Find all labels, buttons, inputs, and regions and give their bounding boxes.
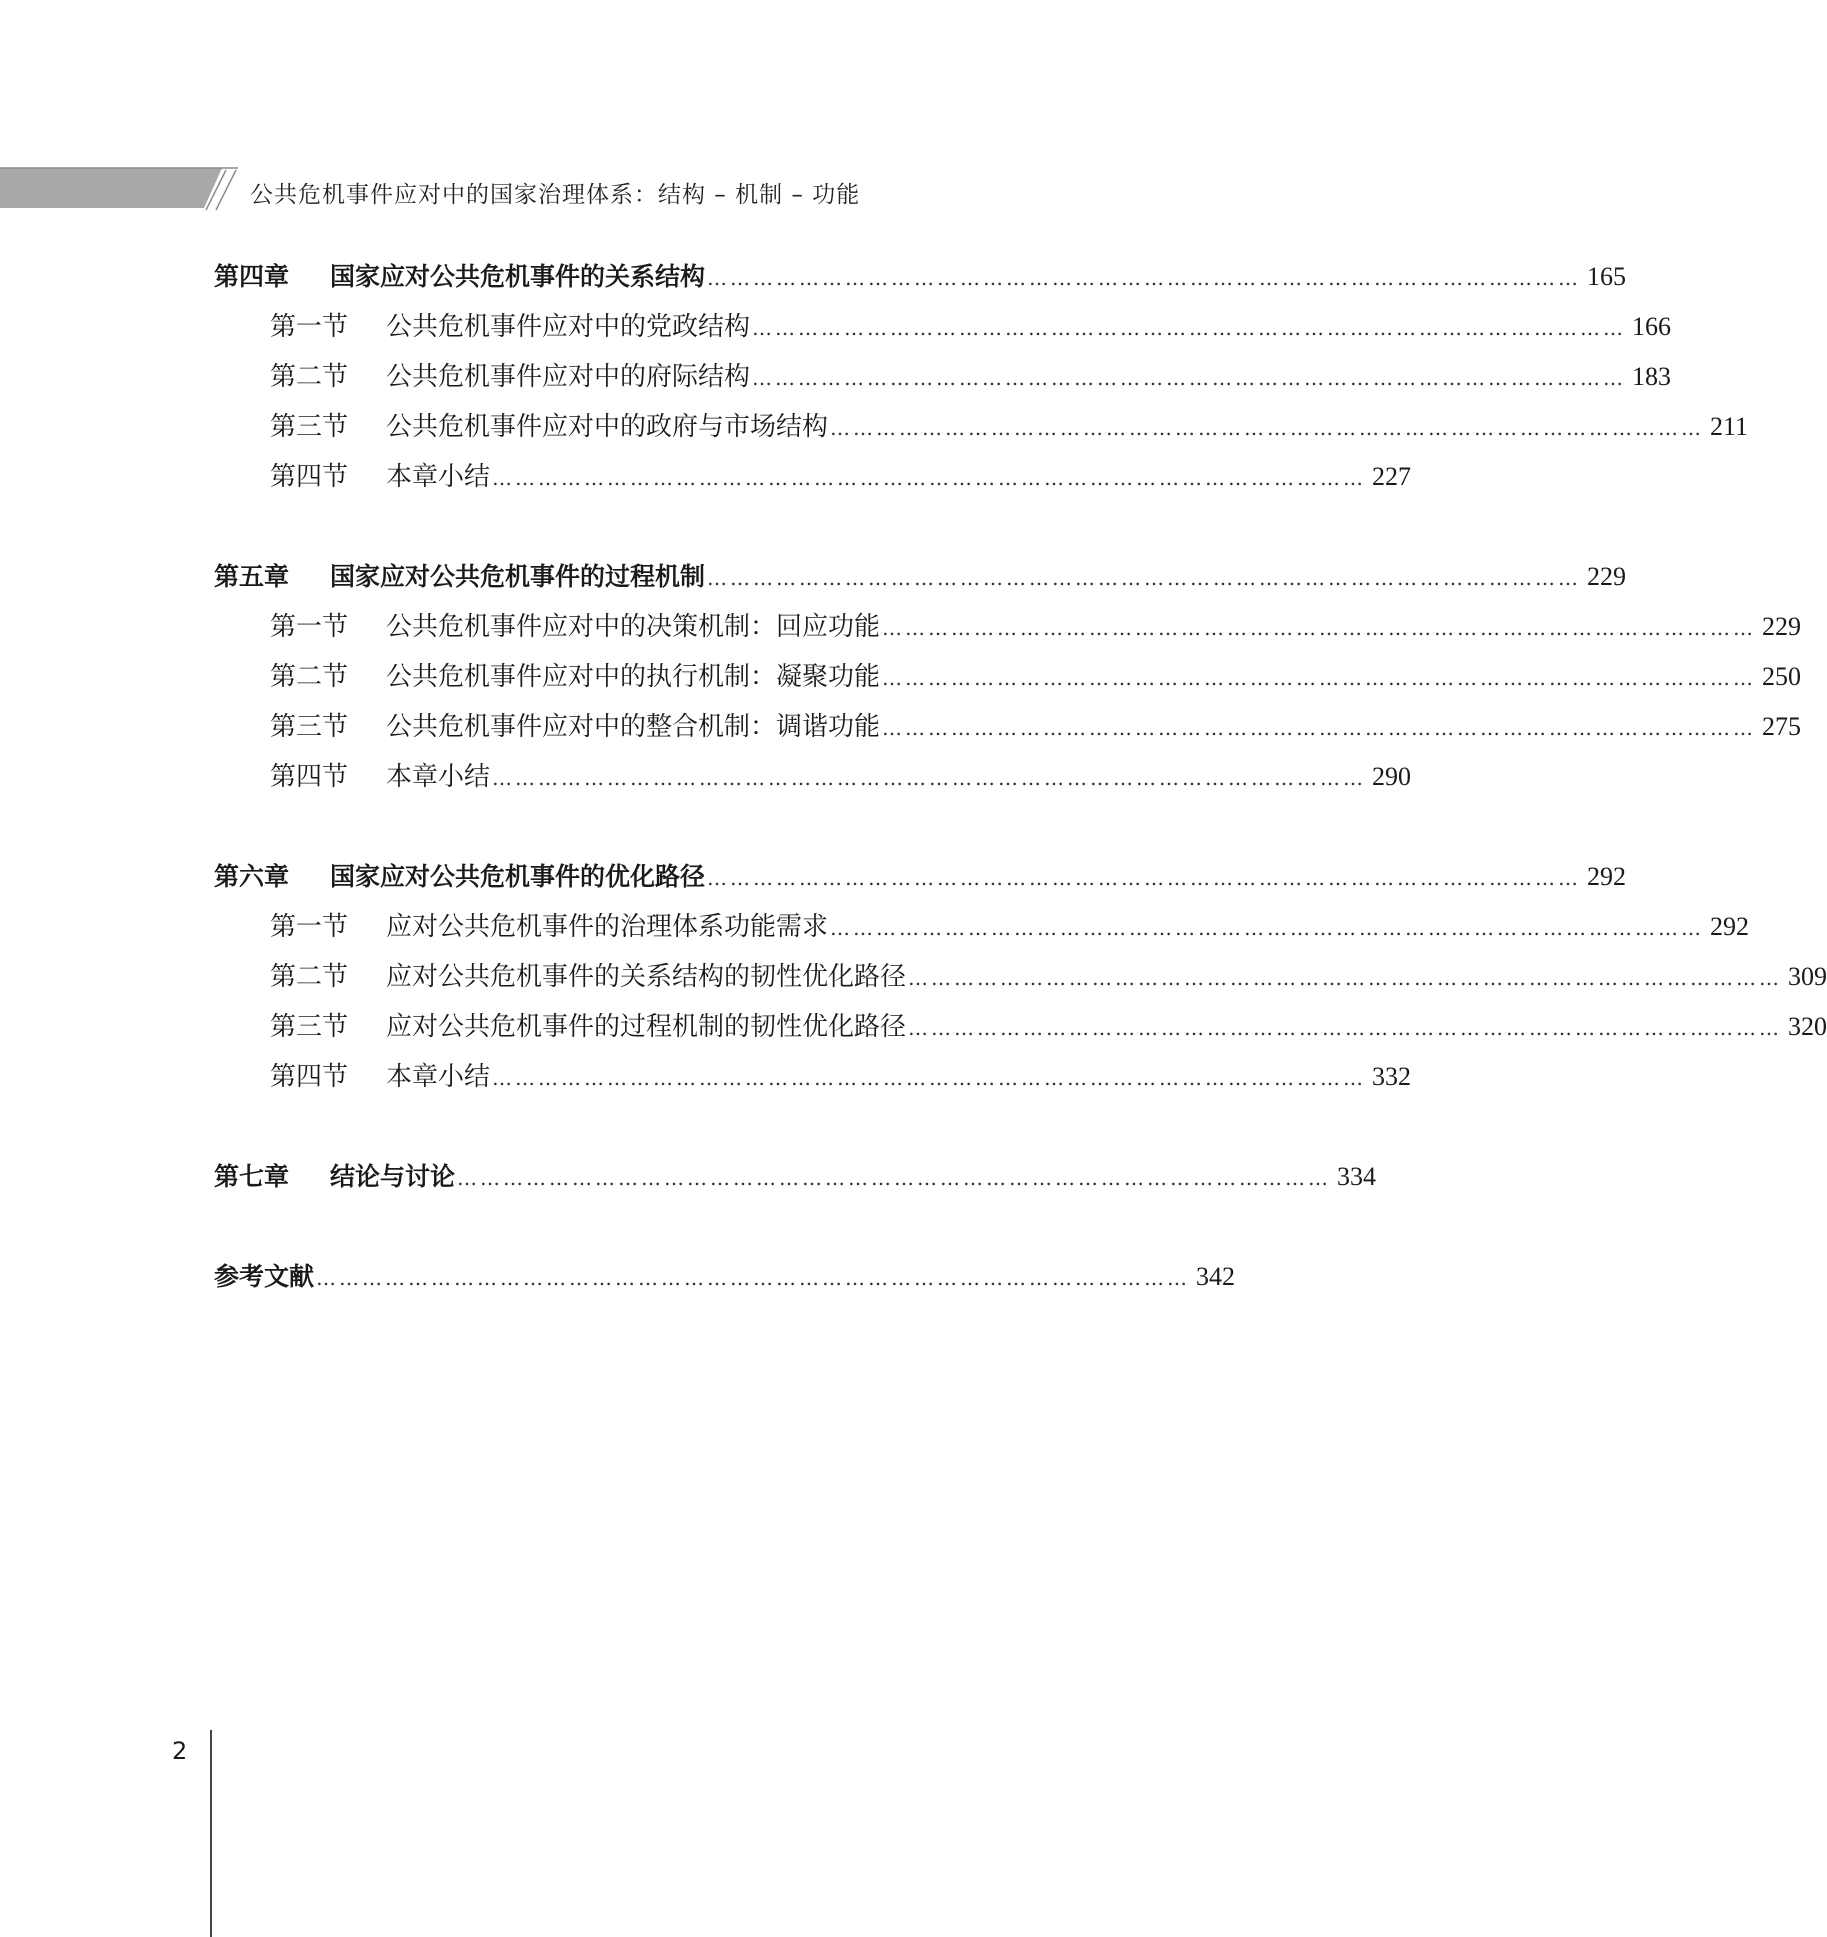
- entry-page: 183: [1632, 362, 1672, 391]
- entry-number: 第四章: [214, 262, 290, 291]
- entry-label: [270, 352, 750, 402]
- entry-page: 250: [1762, 662, 1802, 691]
- page-number: 2: [172, 1737, 188, 1765]
- dot-leader: ……………………………………………………………………………………………………: [882, 716, 1757, 740]
- entry-page: 275: [1762, 712, 1802, 741]
- entry-title: 公共危机事件应对中的执行机制：凝聚功能: [386, 662, 881, 692]
- toc-group: [214, 852, 1827, 1102]
- toc-section[interactable]: [214, 702, 1802, 752]
- toc-section[interactable]: [214, 302, 1672, 352]
- entry-title: 本章小结: [386, 462, 491, 492]
- entry-number: 第七章: [214, 1162, 290, 1191]
- entry-label: [270, 752, 490, 802]
- dot-leader: ……………………………………………………………………………………………………: [707, 866, 1582, 890]
- entry-page: 290: [1372, 762, 1412, 791]
- entry-page: 342: [1196, 1262, 1236, 1291]
- entry-label: [270, 402, 828, 452]
- entry-label: [270, 702, 880, 752]
- entry-title: 应对公共危机事件的关系结构的韧性优化路径: [386, 962, 907, 992]
- entry-number: 第二节: [270, 362, 349, 392]
- dot-leader: ……………………………………………………………………………………………………: [707, 566, 1582, 590]
- entry-label: [214, 1152, 455, 1202]
- entry-number: 第二节: [270, 662, 349, 692]
- toc-group: [214, 1252, 1236, 1302]
- entry-page: 320: [1788, 1012, 1827, 1041]
- toc-chapter[interactable]: [214, 252, 1627, 302]
- entry-label: [214, 852, 705, 902]
- entry-number: 第三节: [270, 1012, 349, 1042]
- entry-label: [270, 952, 906, 1002]
- toc-group: [214, 1152, 1377, 1202]
- toc-section[interactable]: [214, 1002, 1827, 1052]
- entry-number: 第一节: [270, 912, 349, 942]
- dot-leader: ……………………………………………………………………………………………………: [882, 666, 1757, 690]
- toc-section[interactable]: [214, 952, 1827, 1002]
- entry-title: 公共危机事件应对中的政府与市场结构: [386, 412, 829, 442]
- entry-page: 309: [1788, 962, 1827, 991]
- dot-leader: ……………………………………………………………………………………………………: [830, 916, 1705, 940]
- toc-section[interactable]: [214, 452, 1412, 502]
- entry-label: [214, 252, 705, 302]
- dot-leader: ……………………………………………………………………………………………………: [492, 766, 1367, 790]
- entry-label: [270, 302, 750, 352]
- entry-label: [270, 1052, 490, 1102]
- folio-rule: [210, 1730, 212, 1937]
- entry-title: 公共危机事件应对中的决策机制：回应功能: [386, 612, 881, 642]
- entry-page: 165: [1587, 262, 1627, 291]
- entry-page: 332: [1372, 1062, 1412, 1091]
- entry-number: 第六章: [214, 862, 290, 891]
- toc-section[interactable]: [214, 402, 1749, 452]
- toc-section[interactable]: [214, 652, 1802, 702]
- toc-section[interactable]: [214, 752, 1412, 802]
- dot-leader: ……………………………………………………………………………………………………: [752, 316, 1627, 340]
- entry-label: [214, 1252, 314, 1302]
- entry-number: 第四节: [270, 462, 349, 492]
- entry-number: 第四节: [270, 1062, 349, 1092]
- entry-number: 第一节: [270, 612, 349, 642]
- dot-leader: ……………………………………………………………………………………………………: [908, 966, 1783, 990]
- dot-leader: ……………………………………………………………………………………………………: [492, 466, 1367, 490]
- toc-section[interactable]: [214, 352, 1672, 402]
- toc-group: [214, 552, 1802, 802]
- entry-title: 本章小结: [386, 762, 491, 792]
- entry-page: 334: [1337, 1162, 1377, 1191]
- entry-page: 211: [1710, 412, 1749, 441]
- dot-leader: ……………………………………………………………………………………………………: [492, 1066, 1367, 1090]
- entry-title: 公共危机事件应对中的整合机制：调谐功能: [386, 712, 881, 742]
- entry-label: [270, 652, 880, 702]
- toc-group: [214, 252, 1749, 502]
- running-title: 公共危机事件应对中的国家治理体系：结构 – 机制 – 功能: [250, 182, 861, 208]
- entry-label: [270, 1002, 906, 1052]
- entry-page: 229: [1762, 612, 1802, 641]
- entry-title: 参考文献: [214, 1262, 315, 1291]
- entry-title: 应对公共危机事件的过程机制的韧性优化路径: [386, 1012, 907, 1042]
- entry-number: 第三节: [270, 412, 349, 442]
- entry-page: 292: [1710, 912, 1750, 941]
- entry-title: 公共危机事件应对中的府际结构: [386, 362, 751, 392]
- toc-chapter[interactable]: [214, 852, 1627, 902]
- entry-title: 公共危机事件应对中的党政结构: [386, 312, 751, 342]
- toc-section[interactable]: [214, 1052, 1412, 1102]
- dot-leader: ……………………………………………………………………………………………………: [457, 1166, 1332, 1190]
- entry-title: 本章小结: [386, 1062, 491, 1092]
- dot-leader: ……………………………………………………………………………………………………: [882, 616, 1757, 640]
- dot-leader: ……………………………………………………………………………………………………: [830, 416, 1705, 440]
- dot-leader: ……………………………………………………………………………………………………: [752, 366, 1627, 390]
- toc-references[interactable]: [214, 1252, 1236, 1302]
- entry-title: 国家应对公共危机事件的关系结构: [330, 262, 706, 291]
- entry-page: 166: [1632, 312, 1672, 341]
- toc-section[interactable]: [214, 902, 1750, 952]
- entry-number: 第二节: [270, 962, 349, 992]
- entry-page: 229: [1587, 562, 1627, 591]
- entry-number: 第一节: [270, 312, 349, 342]
- toc-chapter[interactable]: [214, 552, 1627, 602]
- entry-label: [270, 602, 880, 652]
- entry-page: 227: [1372, 462, 1412, 491]
- entry-page: 292: [1587, 862, 1627, 891]
- entry-title: 国家应对公共危机事件的过程机制: [330, 562, 706, 591]
- entry-number: 第三节: [270, 712, 349, 742]
- table-of-contents: [214, 252, 1827, 1352]
- entry-label: [214, 552, 705, 602]
- entry-number: 第五章: [214, 562, 290, 591]
- toc-section[interactable]: [214, 602, 1802, 652]
- entry-label: [270, 902, 828, 952]
- dot-leader: ……………………………………………………………………………………………………: [707, 266, 1582, 290]
- entry-title: 结论与讨论: [330, 1162, 456, 1191]
- dot-leader: ……………………………………………………………………………………………………: [316, 1266, 1191, 1290]
- entry-label: [270, 452, 490, 502]
- dot-leader: ……………………………………………………………………………………………………: [908, 1016, 1783, 1040]
- entry-number: 第四节: [270, 762, 349, 792]
- entry-title: 应对公共危机事件的治理体系功能需求: [386, 912, 829, 942]
- entry-title: 国家应对公共危机事件的优化路径: [330, 862, 706, 891]
- toc-chapter[interactable]: [214, 1152, 1377, 1202]
